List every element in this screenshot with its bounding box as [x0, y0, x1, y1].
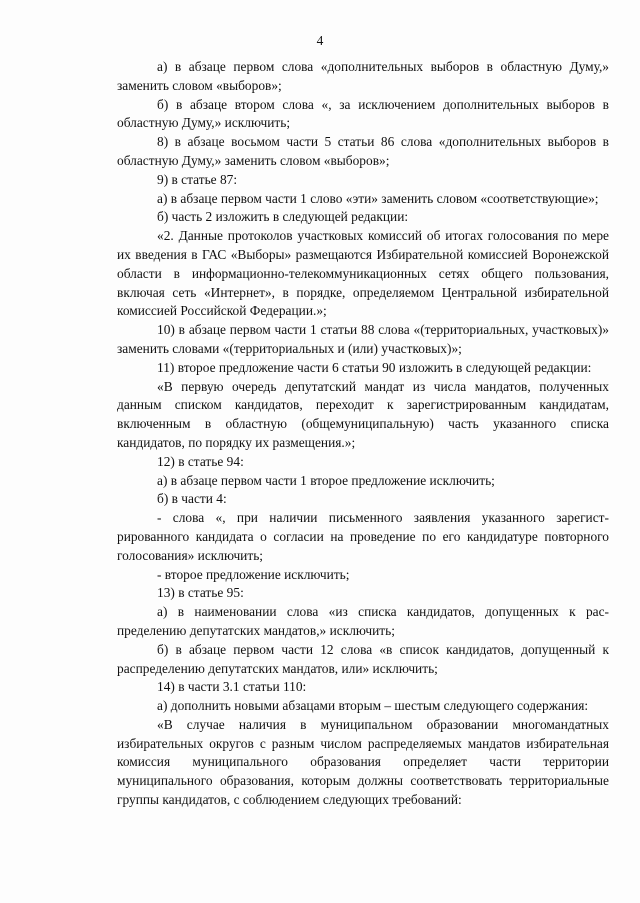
paragraph: а) в абзаце первом части 1 слово «эти» заменить словом «соответствующие»; — [157, 190, 599, 206]
paragraph: - слова «, при наличии письменного заявления указанного зарегистрированного кандидата о согласии на проведение по его кандидатуре повторного голосования» исключить; — [117, 510, 609, 563]
paragraph: б) в части 4: — [157, 491, 227, 507]
paragraph: 8) в абзаце восьмом части 5 статьи 86 слова «дополнительных выборов в областную Думу,» заменить словом «выборов»; — [117, 134, 609, 168]
paragraph: б) в абзаце втором слова «, за исключением дополнительных выборов в областную Думу,» исключить; — [117, 96, 609, 131]
paragraph: а) в наименовании слова «из списка кандидатов, допущенных к распределению депутатских мандатов,» исключить; — [117, 604, 609, 638]
paragraph: а) в абзаце первом слова «дополнительных выборов в областную Думу,» заменить словом «выборов»; — [117, 59, 609, 93]
paragraph: а) в абзаце первом части 1 второе предложение исключить; — [157, 472, 495, 488]
paragraph: - второе предложение исключить; — [157, 566, 350, 582]
paragraph: «В первую очередь депутатский мандат из числа мандатов, полученных данным списком кандидатов, переходит к зарегистрированным кандидатам, включенным в областную (общемуниципальную) часть указанного списка кандидатов, по порядку их размещения.»; — [117, 378, 609, 450]
paragraph: 12) в статье 94: — [157, 453, 244, 469]
paragraph: 11) второе предложение части 6 статьи 90 изложить в следующей редакции: — [157, 359, 592, 375]
paragraph: 13) в статье 95: — [157, 585, 244, 601]
paragraph: 10) в абзаце первом части 1 статьи 88 слова «(территориальных, участковых)» заменить словами «(территориальных и (или) участковых)»; — [117, 322, 609, 356]
paragraph: а) дополнить новыми абзацами вторым – шестым следующего содержания: — [157, 698, 589, 714]
paragraph: 14) в части 3.1 статьи 110: — [157, 679, 307, 695]
paragraph: «В случае наличия в муниципальном образовании многомандатных избирательных округов с разным числом распределяемых мандатов избирательная комиссия муниципального образования определяет части территории муниципального образования, которым должны соответствовать территориальные группы кандидатов, с соблюдением следующих требований: — [117, 716, 609, 808]
paragraph: 9) в статье 87: — [157, 171, 238, 187]
document-body — [117, 58, 609, 810]
paragraph: б) часть 2 изложить в следующей редакции: — [157, 209, 409, 225]
page-number: 4 — [316, 33, 324, 48]
paragraph: б) в абзаце первом части 12 слова «в список кандидатов, допущенный к распределению депутатских мандатов, или» исключить; — [117, 641, 609, 676]
paragraph: «2. Данные протоколов участковых комиссий об итогах голосования по мере их введения в ГАС «Выборы» размещаются Избирательной комиссией Воронежской области в информационно-телекоммуникационных сетях общего пользования, включая сеть «Интернет», в порядке, определяемом Центральной избирательной комиссией Российской Федерации.»; — [117, 228, 609, 319]
